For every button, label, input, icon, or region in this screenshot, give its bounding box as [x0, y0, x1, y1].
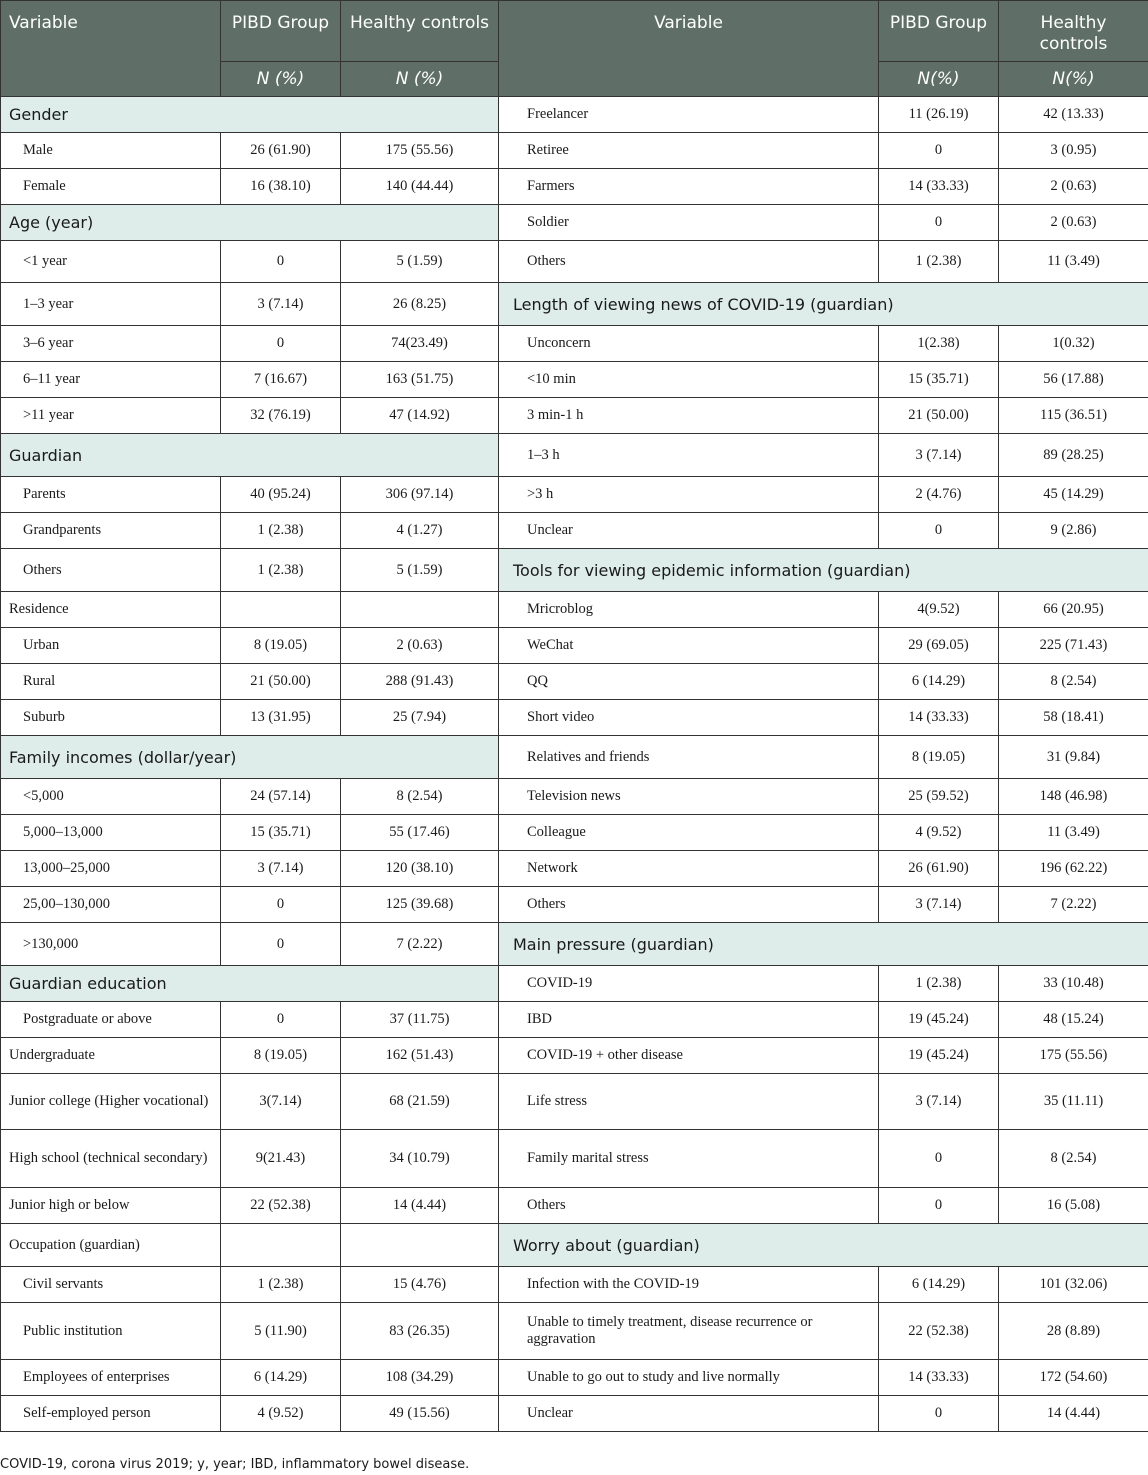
healthy-value: 306 (97.14) [341, 477, 499, 513]
healthy-value: 15 (4.76) [341, 1267, 499, 1303]
healthy-value: 68 (21.59) [341, 1074, 499, 1130]
table-row [1, 1038, 1148, 1074]
healthy-value: 26 (8.25) [341, 283, 499, 326]
healthy-value: 56 (17.88) [999, 362, 1148, 398]
healthy-value: 8 (2.54) [341, 779, 499, 815]
pibd-value: 0 [221, 1002, 341, 1038]
pibd-value: 22 (52.38) [879, 1303, 999, 1360]
table-row [1, 1267, 1148, 1303]
healthy-unit-right: N(%) [999, 62, 1148, 97]
variable-label: IBD [499, 1002, 879, 1038]
variable-label: High school (technical secondary) [1, 1130, 221, 1188]
healthy-value: 42 (13.33) [999, 97, 1148, 133]
variable-label: Self-employed person [1, 1396, 221, 1432]
table-row [1, 241, 1148, 283]
variable-label: Farmers [499, 169, 879, 205]
healthy-value: 5 (1.59) [341, 241, 499, 283]
healthy-value: 162 (51.43) [341, 1038, 499, 1074]
table-row [1, 513, 1148, 549]
pibd-value: 25 (59.52) [879, 779, 999, 815]
healthy-value: 37 (11.75) [341, 1002, 499, 1038]
table-row [1, 1224, 1148, 1267]
healthy-value: 11 (3.49) [999, 241, 1148, 283]
table-row [1, 815, 1148, 851]
healthy-value: 14 (4.44) [999, 1396, 1148, 1432]
healthy-value: 25 (7.94) [341, 700, 499, 736]
pibd-header-left: PIBD Group [221, 1, 341, 62]
variable-label: Occupation (guardian) [1, 1224, 221, 1267]
pibd-value: 0 [221, 241, 341, 283]
variable-label: COVID-19 [499, 966, 879, 1002]
table-row [1, 851, 1148, 887]
healthy-value: 47 (14.92) [341, 398, 499, 434]
table-row [1, 477, 1148, 513]
pibd-value: 13 (31.95) [221, 700, 341, 736]
pibd-value: 3 (7.14) [879, 1074, 999, 1130]
table-row [1, 1130, 1148, 1188]
pibd-value: 16 (38.10) [221, 169, 341, 205]
variable-label: <5,000 [1, 779, 221, 815]
healthy-value: 148 (46.98) [999, 779, 1148, 815]
pibd-value: 21 (50.00) [879, 398, 999, 434]
healthy-value: 74(23.49) [341, 326, 499, 362]
section-header: Gender [1, 97, 499, 133]
healthy-header-right: Healthy controls [999, 1, 1148, 62]
pibd-value: 7 (16.67) [221, 362, 341, 398]
variable-label: Unconcern [499, 326, 879, 362]
variable-label: 1–3 h [499, 434, 879, 477]
variable-label: Postgraduate or above [1, 1002, 221, 1038]
pibd-value: 9(21.43) [221, 1130, 341, 1188]
variable-label: 13,000–25,000 [1, 851, 221, 887]
healthy-value: 7 (2.22) [999, 887, 1148, 923]
pibd-value: 4(9.52) [879, 592, 999, 628]
pibd-value: 1 (2.38) [221, 1267, 341, 1303]
pibd-value: 1(2.38) [879, 326, 999, 362]
table-row [1, 1188, 1148, 1224]
healthy-value: 48 (15.24) [999, 1002, 1148, 1038]
healthy-value: 163 (51.75) [341, 362, 499, 398]
pibd-unit-left: N (%) [221, 62, 341, 97]
pibd-value: 3 (7.14) [221, 283, 341, 326]
healthy-value: 172 (54.60) [999, 1360, 1148, 1396]
pibd-value: 8 (19.05) [879, 736, 999, 779]
table-row [1, 923, 1148, 966]
variable-label: Civil servants [1, 1267, 221, 1303]
table-row [1, 133, 1148, 169]
pibd-value: 3 (7.14) [221, 851, 341, 887]
pibd-value: 4 (9.52) [221, 1396, 341, 1432]
table-row [1, 966, 1148, 1002]
healthy-value: 28 (8.89) [999, 1303, 1148, 1360]
variable-label: 25,00–130,000 [1, 887, 221, 923]
pibd-value: 32 (76.19) [221, 398, 341, 434]
pibd-value: 2 (4.76) [879, 477, 999, 513]
pibd-value: 3 (7.14) [879, 887, 999, 923]
pibd-value: 0 [221, 326, 341, 362]
pibd-value: 19 (45.24) [879, 1038, 999, 1074]
healthy-value [341, 1224, 499, 1267]
table-row [1, 700, 1148, 736]
pibd-value: 6 (14.29) [879, 1267, 999, 1303]
pibd-value: 15 (35.71) [221, 815, 341, 851]
variable-label: Unclear [499, 1396, 879, 1432]
healthy-value: 3 (0.95) [999, 133, 1148, 169]
pibd-header-right: PIBD Group [879, 1, 999, 62]
healthy-value: 35 (11.11) [999, 1074, 1148, 1130]
variable-label: Relatives and friends [499, 736, 879, 779]
healthy-value: 288 (91.43) [341, 664, 499, 700]
variable-label: 3–6 year [1, 326, 221, 362]
variable-label: >3 h [499, 477, 879, 513]
variable-label: Freelancer [499, 97, 879, 133]
section-header: Guardian education [1, 966, 499, 1002]
table-row [1, 97, 1148, 133]
healthy-value: 34 (10.79) [341, 1130, 499, 1188]
healthy-value: 196 (62.22) [999, 851, 1148, 887]
healthy-value: 14 (4.44) [341, 1188, 499, 1224]
healthy-value: 45 (14.29) [999, 477, 1148, 513]
pibd-value [221, 1224, 341, 1267]
variable-header-left: Variable [1, 1, 221, 97]
healthy-value: 120 (38.10) [341, 851, 499, 887]
section-header: Age (year) [1, 205, 499, 241]
healthy-value: 101 (32.06) [999, 1267, 1148, 1303]
healthy-value: 58 (18.41) [999, 700, 1148, 736]
variable-label: Family marital stress [499, 1130, 879, 1188]
table-row [1, 628, 1148, 664]
variable-header-right: Variable [499, 1, 879, 97]
variable-label: Unable to go out to study and live normally [499, 1360, 879, 1396]
table-row [1, 1303, 1148, 1360]
healthy-value: 83 (26.35) [341, 1303, 499, 1360]
healthy-value: 8 (2.54) [999, 1130, 1148, 1188]
healthy-value: 16 (5.08) [999, 1188, 1148, 1224]
pibd-value: 1 (2.38) [879, 966, 999, 1002]
healthy-value: 89 (28.25) [999, 434, 1148, 477]
variable-label: Others [1, 549, 221, 592]
section-header: Length of viewing news of COVID-19 (guardian) [499, 283, 1148, 326]
variable-label: Unable to timely treatment, disease recurrence or aggravation [499, 1303, 879, 1360]
healthy-value: 49 (15.56) [341, 1396, 499, 1432]
pibd-unit-right: N(%) [879, 62, 999, 97]
healthy-value: 55 (17.46) [341, 815, 499, 851]
pibd-value: 0 [879, 133, 999, 169]
healthy-value [341, 592, 499, 628]
table-row [1, 664, 1148, 700]
pibd-value: 14 (33.33) [879, 1360, 999, 1396]
healthy-value: 225 (71.43) [999, 628, 1148, 664]
variable-label: Soldier [499, 205, 879, 241]
variable-label: WeChat [499, 628, 879, 664]
variable-label: Rural [1, 664, 221, 700]
table-row [1, 549, 1148, 592]
variable-label: 1–3 year [1, 283, 221, 326]
healthy-value: 9 (2.86) [999, 513, 1148, 549]
healthy-value: 31 (9.84) [999, 736, 1148, 779]
table-row [1, 283, 1148, 326]
pibd-value [221, 592, 341, 628]
variable-label: Urban [1, 628, 221, 664]
healthy-unit-left: N (%) [341, 62, 499, 97]
healthy-value: 66 (20.95) [999, 592, 1148, 628]
section-header: Tools for viewing epidemic information (guardian) [499, 549, 1148, 592]
healthy-value: 2 (0.63) [999, 169, 1148, 205]
pibd-value: 0 [879, 513, 999, 549]
table-row [1, 326, 1148, 362]
pibd-value: 24 (57.14) [221, 779, 341, 815]
healthy-value: 140 (44.44) [341, 169, 499, 205]
table-row [1, 398, 1148, 434]
pibd-value: 26 (61.90) [879, 851, 999, 887]
table-row [1, 1074, 1148, 1130]
table-body [1, 97, 1148, 1432]
pibd-value: 19 (45.24) [879, 1002, 999, 1038]
variable-label: Junior high or below [1, 1188, 221, 1224]
pibd-value: 22 (52.38) [221, 1188, 341, 1224]
pibd-value: 0 [879, 1130, 999, 1188]
healthy-header-left: Healthy controls [341, 1, 499, 62]
pibd-value: 8 (19.05) [221, 628, 341, 664]
healthy-value: 8 (2.54) [999, 664, 1148, 700]
healthy-value: 175 (55.56) [999, 1038, 1148, 1074]
healthy-value: 2 (0.63) [341, 628, 499, 664]
pibd-value: 0 [879, 1396, 999, 1432]
variable-label: Retiree [499, 133, 879, 169]
variable-label: Undergraduate [1, 1038, 221, 1074]
healthy-value: 115 (36.51) [999, 398, 1148, 434]
variable-label: Suburb [1, 700, 221, 736]
pibd-value: 0 [879, 1188, 999, 1224]
header-row [1, 1, 1148, 62]
pibd-value: 3 (7.14) [879, 434, 999, 477]
variable-label: Unclear [499, 513, 879, 549]
healthy-value: 2 (0.63) [999, 205, 1148, 241]
healthy-value: 7 (2.22) [341, 923, 499, 966]
pibd-value: 1 (2.38) [221, 513, 341, 549]
variable-label: Others [499, 887, 879, 923]
variable-label: Male [1, 133, 221, 169]
healthy-value: 11 (3.49) [999, 815, 1148, 851]
pibd-value: 29 (69.05) [879, 628, 999, 664]
variable-label: Others [499, 241, 879, 283]
table-row [1, 205, 1148, 241]
variable-label: Employees of enterprises [1, 1360, 221, 1396]
variable-label: <1 year [1, 241, 221, 283]
pibd-value: 6 (14.29) [879, 664, 999, 700]
variable-label: Life stress [499, 1074, 879, 1130]
variable-label: Public institution [1, 1303, 221, 1360]
section-header: Family incomes (dollar/year) [1, 736, 499, 779]
variable-label: 5,000–13,000 [1, 815, 221, 851]
variable-label: Infection with the COVID-19 [499, 1267, 879, 1303]
variable-label: Others [499, 1188, 879, 1224]
variable-label: QQ [499, 664, 879, 700]
pibd-value: 26 (61.90) [221, 133, 341, 169]
table-row [1, 887, 1148, 923]
pibd-value: 6 (14.29) [221, 1360, 341, 1396]
table-row [1, 434, 1148, 477]
pibd-value: 11 (26.19) [879, 97, 999, 133]
variable-label: 6–11 year [1, 362, 221, 398]
pibd-value: 15 (35.71) [879, 362, 999, 398]
variable-label: >130,000 [1, 923, 221, 966]
variable-label: Junior college (Higher vocational) [1, 1074, 221, 1130]
table-row [1, 1002, 1148, 1038]
variable-label: Grandparents [1, 513, 221, 549]
pibd-value: 1 (2.38) [879, 241, 999, 283]
variable-label: Colleague [499, 815, 879, 851]
table-row [1, 1360, 1148, 1396]
variable-label: Female [1, 169, 221, 205]
section-header: Main pressure (guardian) [499, 923, 1148, 966]
table-row [1, 169, 1148, 205]
healthy-value: 125 (39.68) [341, 887, 499, 923]
pibd-value: 0 [879, 205, 999, 241]
table-row [1, 362, 1148, 398]
pibd-value: 21 (50.00) [221, 664, 341, 700]
healthy-value: 5 (1.59) [341, 549, 499, 592]
table-row [1, 1396, 1148, 1432]
healthy-value: 108 (34.29) [341, 1360, 499, 1396]
pibd-value: 3(7.14) [221, 1074, 341, 1130]
table-row [1, 779, 1148, 815]
section-header: Guardian [1, 434, 499, 477]
pibd-value: 1 (2.38) [221, 549, 341, 592]
variable-label: Short video [499, 700, 879, 736]
healthy-value: 33 (10.48) [999, 966, 1148, 1002]
healthy-value: 1(0.32) [999, 326, 1148, 362]
pibd-value: 8 (19.05) [221, 1038, 341, 1074]
variable-label: Parents [1, 477, 221, 513]
pibd-value: 40 (95.24) [221, 477, 341, 513]
variable-label: Television news [499, 779, 879, 815]
pibd-value: 14 (33.33) [879, 700, 999, 736]
pibd-value: 5 (11.90) [221, 1303, 341, 1360]
variable-label: >11 year [1, 398, 221, 434]
variable-label: COVID-19 + other disease [499, 1038, 879, 1074]
variable-label: <10 min [499, 362, 879, 398]
table-row [1, 736, 1148, 779]
footnote: COVID-19, corona virus 2019; y, year; IBD, inflammatory bowel disease. [0, 1457, 470, 1472]
variable-label: Network [499, 851, 879, 887]
variable-label: 3 min-1 h [499, 398, 879, 434]
pibd-value: 0 [221, 923, 341, 966]
pibd-value: 14 (33.33) [879, 169, 999, 205]
table-row [1, 592, 1148, 628]
variable-label: Mricroblog [499, 592, 879, 628]
variable-label: Residence [1, 592, 221, 628]
section-header: Worry about (guardian) [499, 1224, 1148, 1267]
pibd-value: 0 [221, 887, 341, 923]
healthy-value: 4 (1.27) [341, 513, 499, 549]
pibd-value: 4 (9.52) [879, 815, 999, 851]
healthy-value: 175 (55.56) [341, 133, 499, 169]
